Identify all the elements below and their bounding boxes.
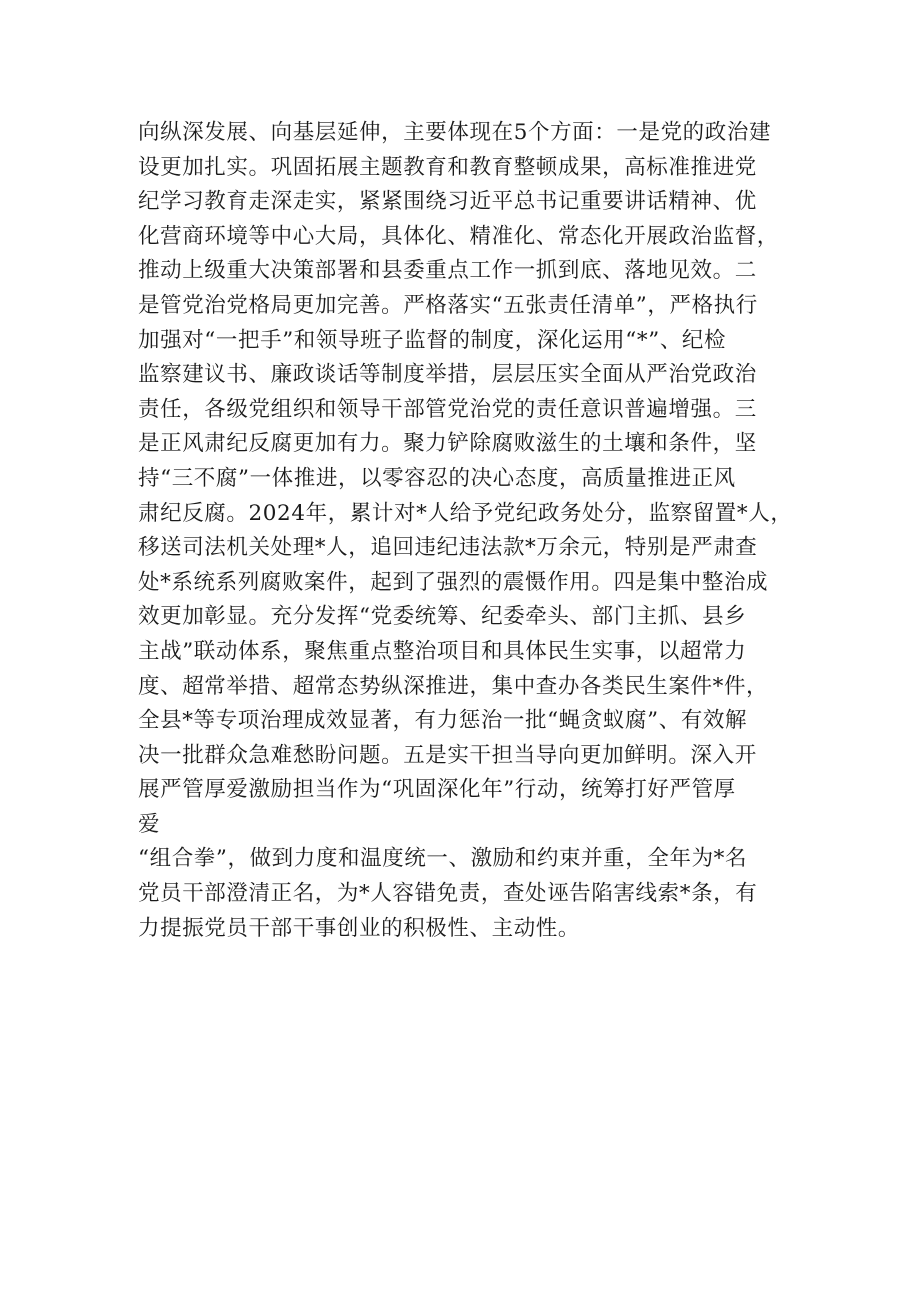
- text-line: 向纵深发展、向基层延伸，主要体现在5个方面：一是党的政治建: [138, 120, 772, 145]
- text-line: 是正风肃纪反腐更加有力。聚力铲除腐败滋生的土壤和条件，坚: [138, 431, 757, 457]
- text-line: 肃纪反腐。2024年，累计对*人给予党纪政务处分，监察留置*人，: [138, 500, 793, 526]
- text-line: 党员干部澄清正名，为*人容错免责，查处诬告陷害线索*条，有: [138, 881, 758, 907]
- text-line: 加强对“一把手”和领导班子监督的制度，深化运用“*”、纪检: [138, 327, 727, 353]
- text-line: 力提振党员干部干事创业的积极性、主动性。: [138, 915, 581, 941]
- text-line: 展严管厚爱激励担当作为“巩固深化年”行动，统筹打好严管厚: [138, 777, 736, 803]
- text-line: 决一批群众急难愁盼问题。五是实干担当导向更加鲜明。深入开: [138, 742, 757, 768]
- text-line: 化营商环境等中心大局，具体化、精准化、常态化开展政治监督，: [138, 223, 779, 249]
- text-line: 纪学习教育走深走实，紧紧围绕习近平总书记重要讲话精神、优: [138, 189, 757, 215]
- text-line: 持“三不腐”一体推进，以零容忍的决心态度，高质量推进正风: [138, 465, 736, 491]
- text-line: 是管党治党格局更加完善。严格落实“五张责任清单”，严格执行: [138, 292, 758, 318]
- text-line: 主战”联动体系，聚焦重点整治项目和具体民生实事，以超常力: [138, 638, 747, 664]
- text-line: 移送司法机关处理*人，追回违纪违法款*万余元，特别是严肃查: [138, 535, 758, 561]
- text-line: 推动上级重大决策部署和县委重点工作一抓到底、落地见效。二: [138, 258, 757, 284]
- text-line: 度、超常举措、超常态势纵深推进，集中查办各类民生案件*件，: [138, 673, 769, 699]
- text-line: 爱: [138, 811, 161, 837]
- text-line: 效更加彰显。充分发挥“党委统筹、纪委牵头、部门主抓、县乡: [138, 604, 747, 630]
- text-line: 全县*等专项治理成效显著，有力惩治一批“蝇贪蚁腐”、有效解: [138, 708, 748, 734]
- text-line: 设更加扎实。巩固拓展主题教育和教育整顿成果，高标准推进党: [138, 154, 757, 180]
- text-line: 监察建议书、廉政谈话等制度举措，层层压实全面从严治党政治: [138, 362, 757, 388]
- text-line: 处*系统系列腐败案件，起到了强烈的震慑作用。四是集中整治成: [138, 569, 769, 595]
- text-line: 责任，各级党组织和领导干部管党治党的责任意识普遍增强。三: [138, 396, 757, 422]
- text-line: “组合拳”，做到力度和温度统一、激励和约束并重，全年为*名: [138, 846, 748, 872]
- body-paragraph: [138, 116, 798, 946]
